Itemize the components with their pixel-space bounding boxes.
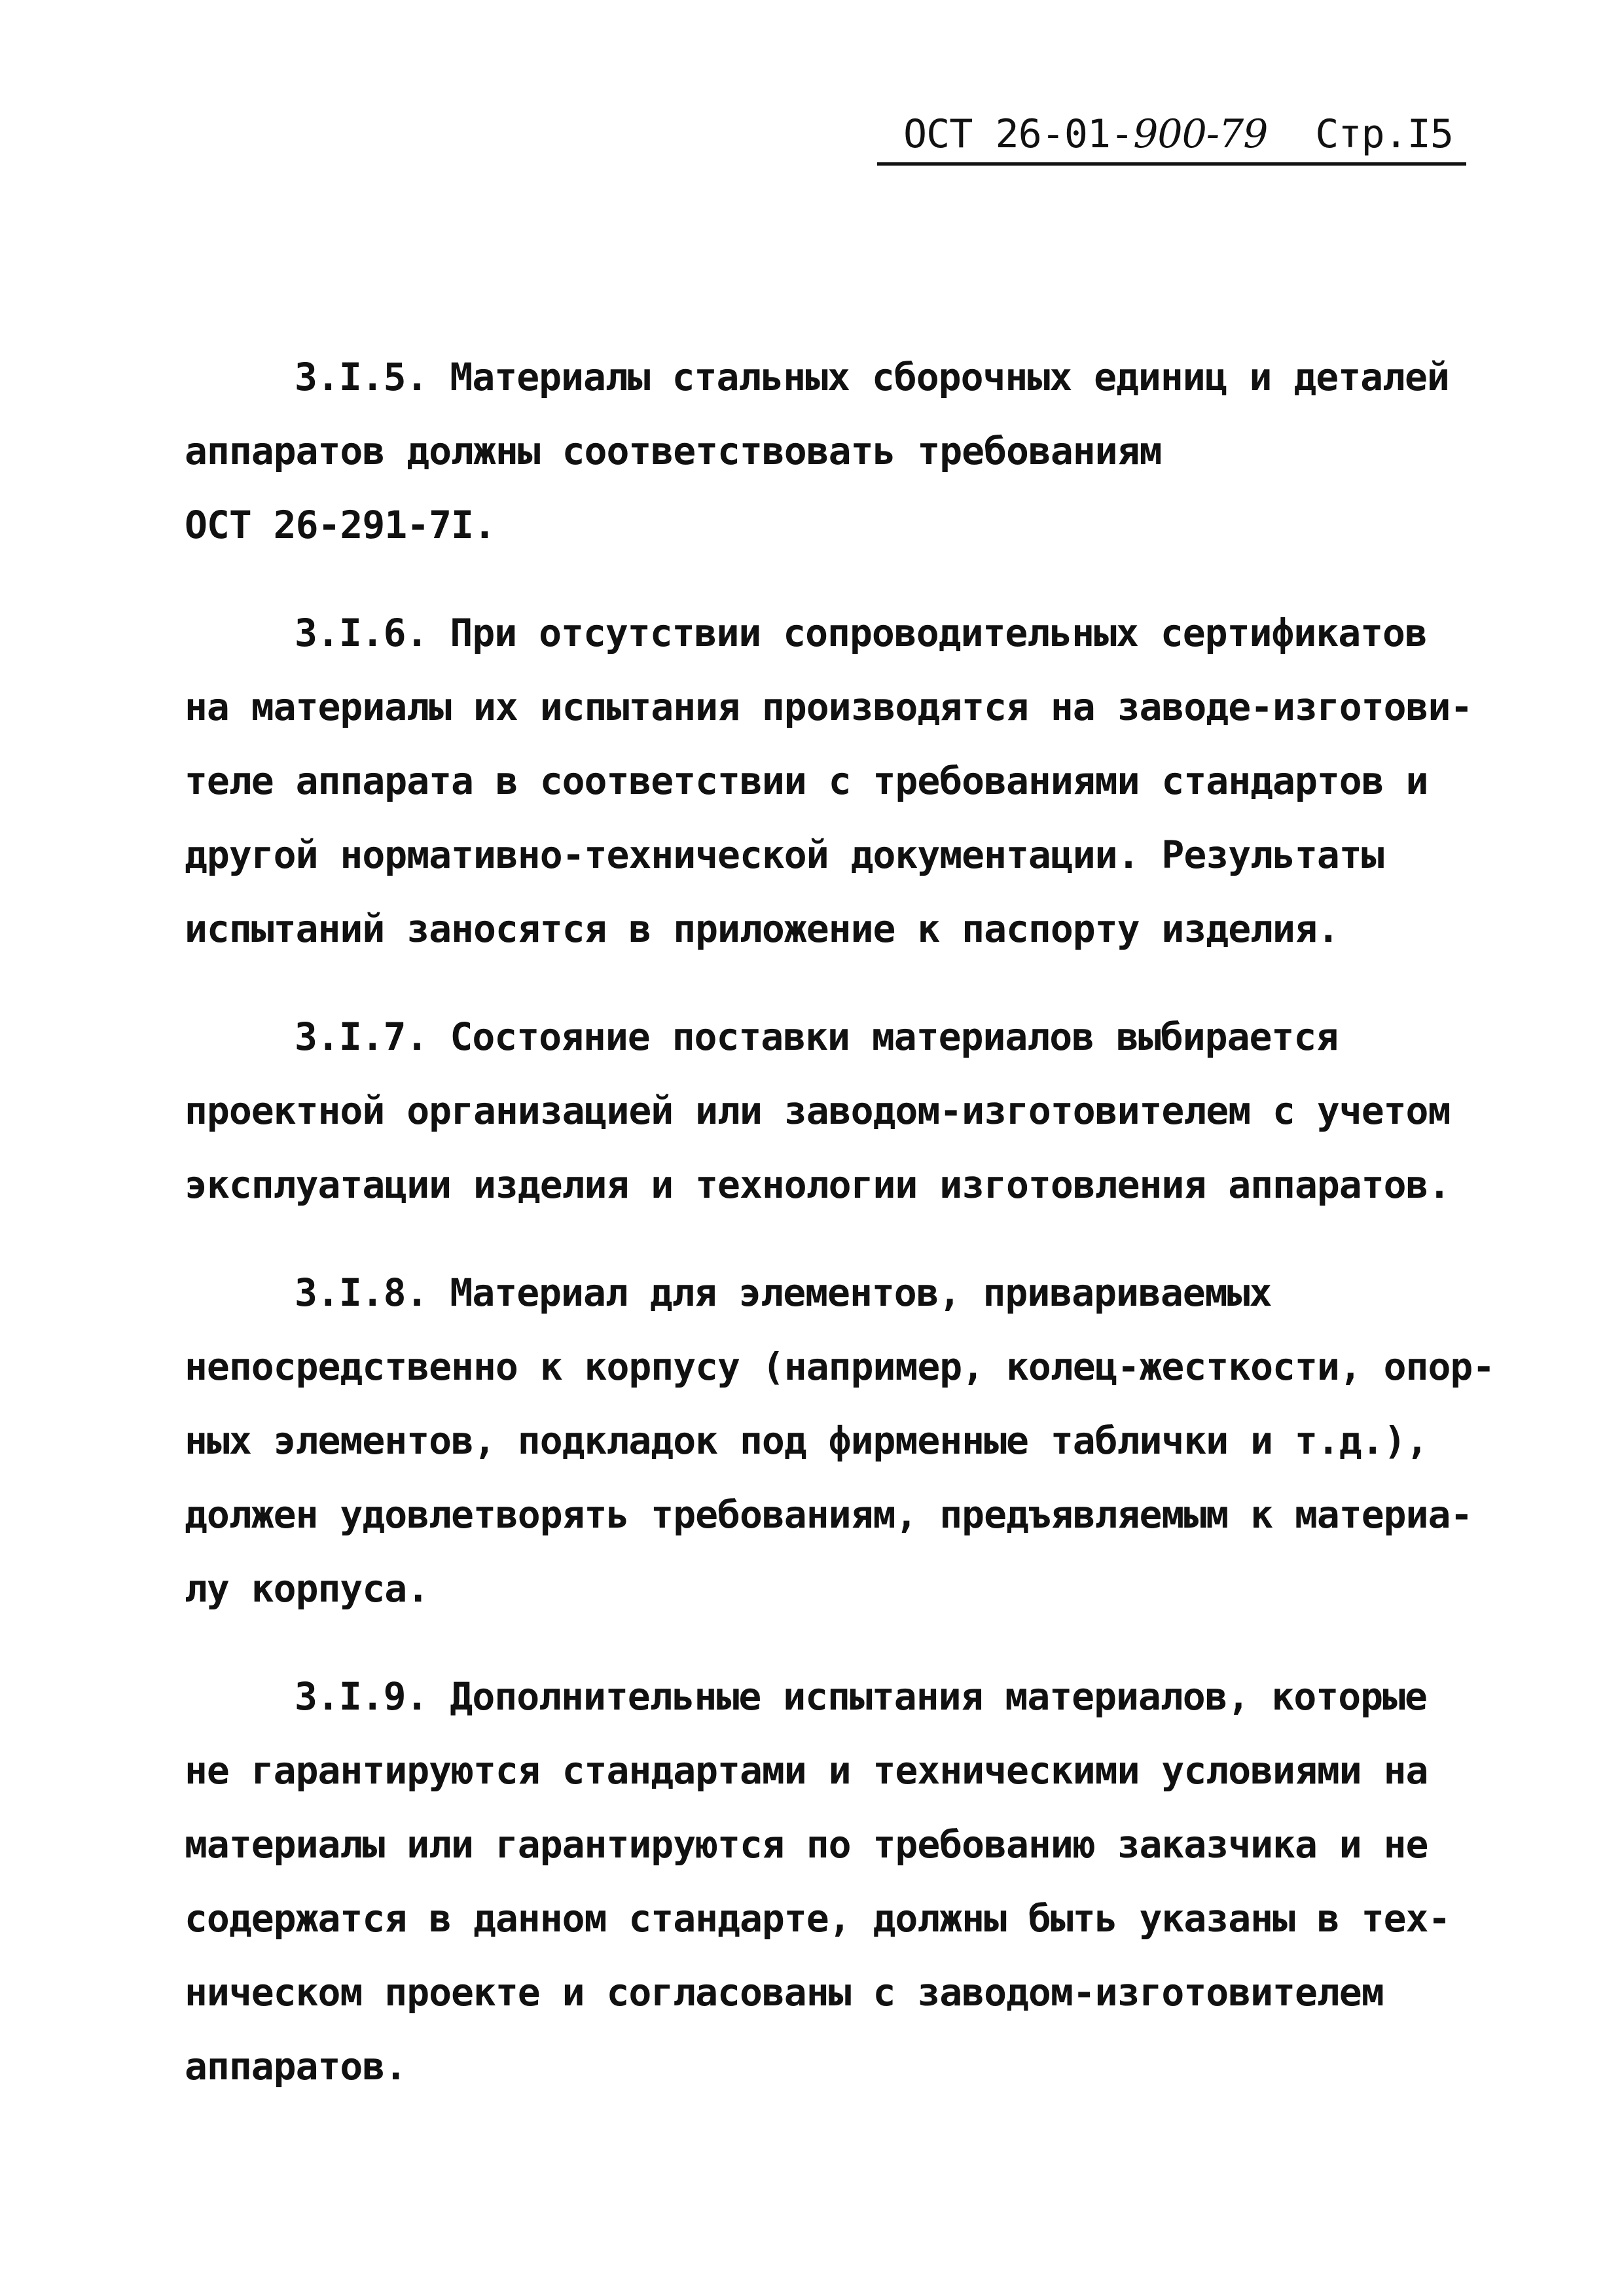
text-line: 3.I.6. При отсутствии сопроводительных сертификатов (295, 611, 1427, 655)
text-line: лу корпуса. (185, 1566, 429, 1611)
clause-3-1-5 (185, 340, 1454, 562)
document-code (903, 105, 1267, 164)
page-header (877, 105, 1466, 164)
text-line: аппаратов должны соответствовать требованиям (185, 429, 1162, 473)
document-body (185, 340, 1495, 2138)
clause-3-1-6 (185, 596, 1473, 966)
text-line: эксплуатации изделия и технологии изготовления аппаратов. (185, 1162, 1451, 1207)
text-line: содержатся в данном стандарте, должны быть указаны в тех- (185, 1896, 1451, 1941)
text-line: 3.I.9. Дополнительные испытания материалов, которые (295, 1674, 1427, 1719)
document-code-handwritten: 900-79 (1133, 111, 1268, 157)
clause-3-1-9 (185, 1660, 1454, 2104)
document-code-prefix: ОСТ 26-01- (903, 111, 1134, 157)
text-line: 3.I.5. Материалы стальных сборочных единиц и деталей (295, 355, 1449, 399)
text-line: другой нормативно-технической документации. Результаты (185, 833, 1384, 877)
clause-3-1-7 (185, 1000, 1454, 1222)
clause-3-1-8 (185, 1256, 1495, 1626)
text-line: должен удовлетворять требованиям, предъявляемым к материа- (185, 1492, 1473, 1537)
text-line: непосредственно к корпусу (например, колец-жесткости, опор- (185, 1344, 1495, 1389)
text-line: ОСТ 26-291-7I. (185, 503, 496, 547)
text-line: на материалы их испытания производятся на заводе-изготови- (185, 685, 1473, 729)
page-number: Стр.I5 (1315, 111, 1453, 157)
text-line: 3.I.7. Состояние поставки материалов выбирается (295, 1014, 1339, 1059)
header-underline (877, 162, 1466, 166)
text-line: аппаратов. (185, 2044, 407, 2089)
text-line: теле аппарата в соответствии с требованиями стандартов и (185, 759, 1428, 803)
text-line: 3.I.8. Материал для элементов, привариваемых (295, 1270, 1272, 1315)
text-line: ных элементов, подкладок под фирменные таблички и т.д.), (185, 1418, 1428, 1463)
text-line: ническом проекте и согласованы с заводом-изготовителем (185, 1970, 1384, 2015)
text-line: испытаний заносятся в приложение к паспорту изделия. (185, 906, 1339, 951)
text-line: не гарантируются стандартами и техническими условиями на (185, 1748, 1428, 1793)
text-line: материалы или гарантируются по требованию заказчика и не (185, 1822, 1428, 1867)
text-line: проектной организацией или заводом-изготовителем с учетом (185, 1088, 1451, 1133)
